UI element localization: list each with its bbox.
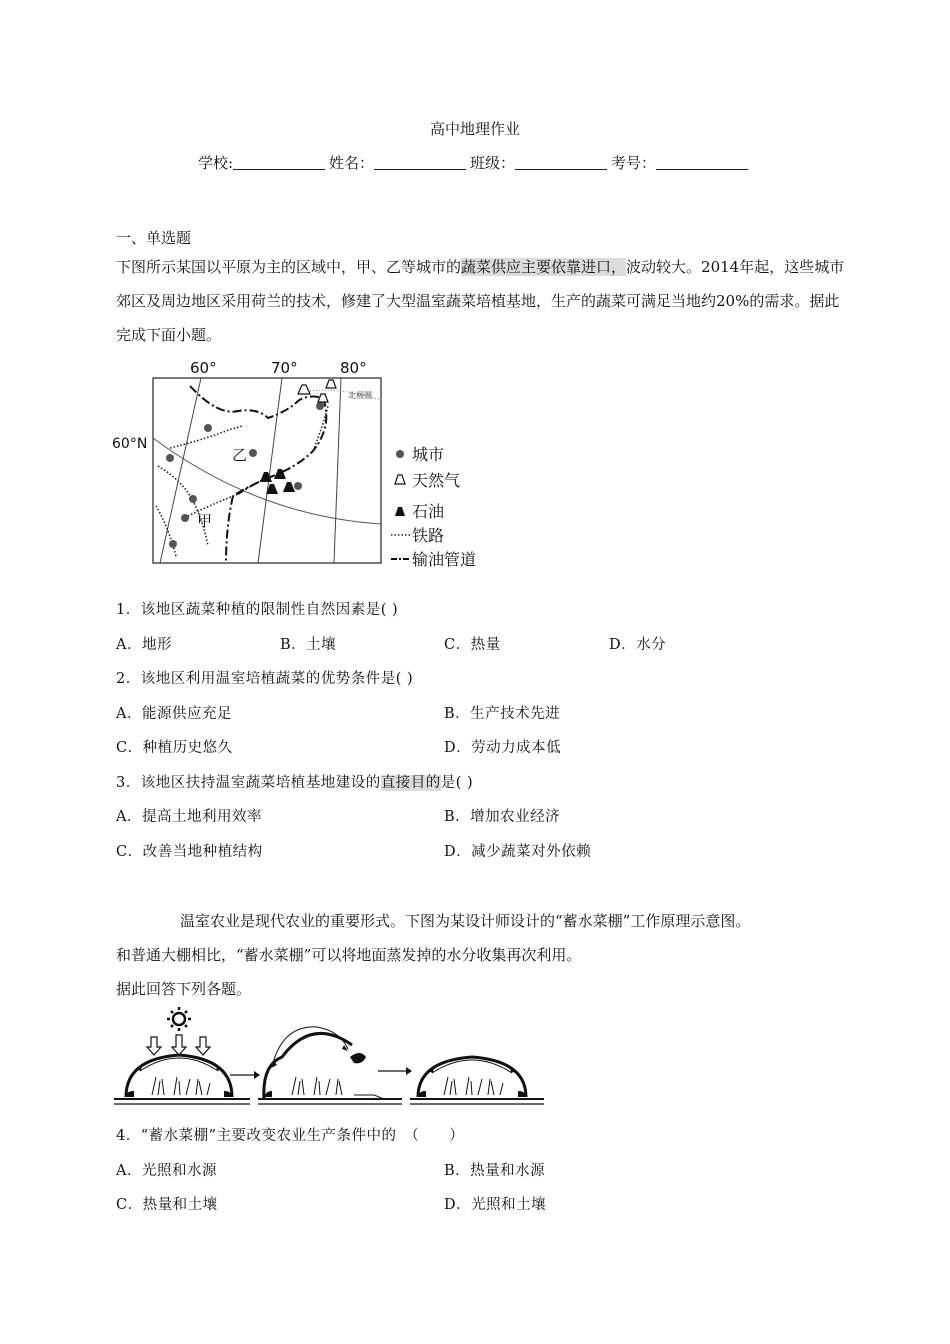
passage-1: [116, 250, 850, 352]
legend-gas-label: 天然气: [412, 471, 461, 490]
lon-label-80: 80°: [340, 359, 367, 377]
legend-railway-label: 铁路: [412, 526, 445, 545]
sun-icon: [173, 1013, 185, 1025]
passage-2-line-2: 和普通大棚相比，“蓄水菜棚”可以将地面蒸发掉的水分收集再次利用。: [116, 946, 582, 964]
student-info-line: [0, 152, 950, 173]
question-4-option-c[interactable]: C．热量和土壤: [116, 1197, 218, 1213]
greenhouse-stage-2: [264, 1027, 384, 1099]
passage-2-line-1: 温室农业是现代农业的重要形式。下图为某设计师设计的“蓄水菜棚”工作原理示意图。: [180, 912, 751, 930]
greenhouse-stage-1: [126, 1007, 232, 1097]
gas-icon: [318, 394, 328, 402]
question-2-option-d[interactable]: D．劳动力成本低: [444, 740, 562, 756]
passage-2-line-3: 据此回答下列各题。: [116, 980, 252, 998]
question-3-option-d[interactable]: D．减少蔬菜对外依赖: [444, 844, 592, 860]
school-label: 学校:: [197, 154, 233, 172]
evaporation-arrow-icon: [272, 1027, 348, 1067]
legend-city-icon: [396, 450, 404, 458]
lon-label-70: 70°: [271, 359, 298, 377]
page-title: 高中地理作业: [429, 120, 520, 138]
legend-pipeline-label: 输油管道: [412, 550, 477, 569]
name-label: 姓名：: [329, 154, 375, 172]
oil-icon: [283, 482, 295, 492]
question-1-option-b[interactable]: B．土壤: [280, 637, 337, 653]
gas-icon: [326, 380, 336, 388]
water-tank-icon: [126, 1091, 232, 1097]
passage-1-text-a: 下图所示某国以平原为主的区域中，甲、乙等城市的: [116, 258, 462, 276]
region-map-figure: [108, 356, 518, 572]
meridian-80: [334, 378, 341, 563]
legend-gas-icon: [395, 475, 405, 484]
question-1-option-c[interactable]: C．热量: [444, 637, 501, 653]
passage-1-text-b: 波动较大。2014年起，这些城市郊区及周边地区采用荷兰的技术，修建了大型温室蔬菜培植基地，生产的蔬菜可满足当地约20%的需求。据此完成下面小题。: [116, 258, 845, 344]
greenhouse-diagram: [112, 1005, 552, 1113]
question-4-option-d[interactable]: D．光照和土壤: [444, 1197, 547, 1213]
question-3-stem-b: 是( ): [440, 775, 474, 791]
gas-icon: [298, 385, 310, 394]
question-3-stem: [116, 771, 473, 792]
exam-number-label: 考号：: [611, 154, 657, 172]
process-arrowhead-icon: [406, 1067, 412, 1075]
city-label-jia: 甲: [197, 512, 213, 530]
legend-city-label: 城市: [412, 445, 445, 464]
map-frame: [153, 378, 381, 563]
vegetable-plants-icon: [292, 1077, 342, 1095]
question-4-stem: 4．“蓄水菜棚”主要改变农业生产条件中的 （ ）: [116, 1128, 465, 1144]
question-4-option-b[interactable]: B．热量和水源: [444, 1163, 546, 1179]
exam-number-blank: [656, 155, 748, 170]
question-2-option-c[interactable]: C．种植历史悠久: [116, 740, 233, 756]
question-3-option-c[interactable]: C．改善当地种植结构: [116, 844, 263, 860]
legend-oil-label: 石油: [412, 502, 445, 521]
question-2-option-a[interactable]: A．能源供应充足: [116, 706, 232, 722]
meridian-60: [160, 378, 201, 563]
city-marker: [316, 402, 324, 410]
question-3-option-b[interactable]: B．增加农业经济: [444, 809, 561, 825]
city-marker: [169, 540, 177, 548]
question-3-stem-a: 3．该地区扶持温室蔬菜培植基地建设的: [116, 775, 381, 791]
railway-south: [156, 506, 176, 556]
sunlight-arrow-icon: [147, 1035, 210, 1055]
question-1-option-a[interactable]: A．地形: [116, 637, 172, 653]
school-blank: [233, 155, 325, 170]
greenhouse-roof: [126, 1055, 232, 1097]
vegetable-plants-icon: [152, 1077, 210, 1095]
city-marker: [249, 449, 257, 457]
water-collector-icon: [350, 1053, 366, 1063]
question-2-stem: 2．该地区利用温室培植蔬菜的优势条件是( ): [116, 671, 414, 687]
oil-pipeline-south: [226, 496, 233, 563]
vegetable-plants-icon: [444, 1077, 503, 1095]
question-1-stem: 1．该地区蔬菜种植的限制性自然因素是( ): [116, 602, 399, 618]
name-blank: [374, 155, 466, 170]
question-1-option-d[interactable]: D．水分: [609, 637, 667, 653]
section-title: 一、单选题: [116, 229, 192, 247]
question-4-option-a[interactable]: A．光照和水源: [116, 1163, 217, 1179]
city-marker: [294, 482, 302, 490]
passage-1-highlight: 蔬菜供应主要依靠进口，: [461, 258, 627, 276]
city-marker: [181, 514, 189, 522]
city-marker: [204, 424, 212, 432]
process-arrowhead-icon: [254, 1071, 260, 1079]
lon-label-60: 60°: [190, 359, 217, 377]
greenhouse-roof-open: [264, 1033, 352, 1099]
city-marker: [189, 495, 197, 503]
greenhouse-stage-3: [418, 1057, 526, 1097]
legend-oil-icon: [395, 507, 405, 516]
question-3-option-a[interactable]: A．提高土地利用效率: [116, 809, 262, 825]
question-3-stem-highlight: 直接目的: [380, 775, 441, 791]
railway-west: [158, 466, 208, 546]
city-marker: [166, 454, 174, 462]
city-label-yi: 乙: [232, 446, 248, 464]
arctic-circle-label: 北极圈: [348, 391, 372, 400]
lat-label-60n: 60°N: [112, 436, 148, 452]
class-label: 班级：: [470, 154, 516, 172]
question-2-option-b[interactable]: B．生产技术先进: [444, 706, 561, 722]
class-blank: [515, 155, 607, 170]
